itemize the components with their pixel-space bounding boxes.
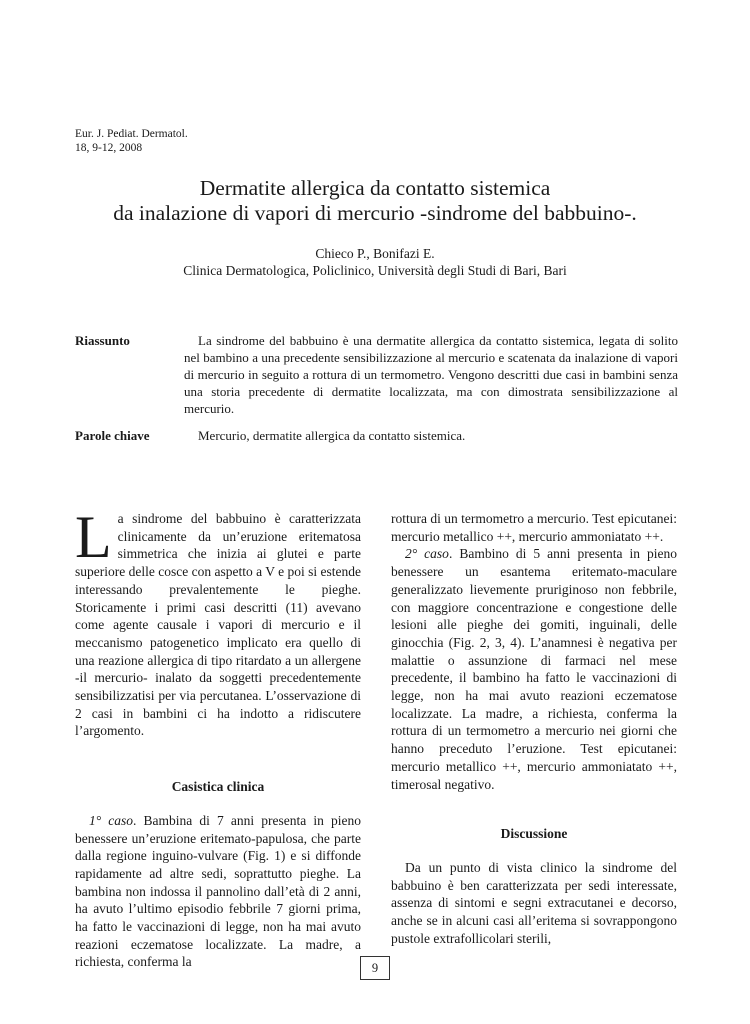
left-column — [75, 504, 361, 971]
case2-text: . Bambino di 5 anni presenta in pieno benessere un esantema eritemato-maculare generalizzato lievemente pruriginoso non febbrile, con maggiore concentrazione e congestione delle lesioni alle pieghe dei gomiti, inguinali, delle ginocchia (Fig. 2, 3, 4). L’anamnesi è negativa per malattie o assunzione di farmaci nel mese precedente, il bambino ha fatto le vaccinazioni di legge, non ha mai avuto reazioni eczematose localizzate. La madre, a richiesta, conferma la rottura di un termometro a mercurio nei giorni che hanno preceduto l’eruzione. Test epicutanei: mercurio metallico ++, mercurio ammoniatato ++, timerosal negativo. — [391, 546, 677, 792]
page-number: 9 — [360, 956, 390, 980]
continuation-paragraph: rottura di un termometro a mercurio. Test epicutanei: mercurio metallico ++, mercurio ammoniatato ++. — [391, 511, 677, 544]
intro-text: a sindrome del babbuino è caratterizzata clinicamente da un’eruzione eritematosa simmetrica che inizia ai glutei e parte superiore delle cosce con aspetto a V e poi si estende interessando prevalentemente le pieghe. Storicamente i primi casi descritti (11) avevano come agente causale i vapori di mercurio e il meccanismo patogenetico implicato era quello di una reazione allergica di tipo ritardato a un allergene -il mercurio- inalato da soggetti precedentemente sensibilizzatisi per via percutanea. L’osservazione di 2 casi in bambini ci ha indotto a ridiscutere l’argomento. — [75, 511, 361, 739]
author-names: Chieco P., Bonifazi E. — [315, 246, 435, 261]
journal-name: Eur. J. Pediat. Dermatol. — [75, 128, 188, 140]
abstract-text — [184, 332, 678, 417]
abstract-label: Riassunto — [75, 333, 130, 348]
case2-paragraph — [391, 545, 677, 793]
right-column — [391, 510, 677, 947]
journal-issue: 18, 9-12, 2008 — [75, 142, 143, 154]
title-line-1: Dermatite allergica da contatto sistemica — [199, 176, 551, 200]
intro-paragraph — [75, 504, 361, 740]
keywords-label: Parole chiave — [75, 428, 150, 443]
case1-paragraph — [75, 812, 361, 971]
drop-cap: L — [75, 504, 112, 570]
abstract-body: La sindrome del babbuino è una dermatite allergica da contatto sistemica, legata di solito nel bambino a una precedente sensibilizzazione al mercurio e scatenata da inalazione di vapori di mercurio in seguito a rottura di un termometro. Vengono descritti due casi in bambini senza una storia precedente di dermatite localizzata, ma con dimostrata sensibilizzazione al mercurio. — [184, 333, 678, 416]
keywords-text: Mercurio, dermatite allergica da contatto sistemica. — [198, 428, 466, 443]
section-heading-casistica: Casistica clinica — [171, 779, 265, 795]
case1-label: 1° caso — [89, 812, 134, 828]
discussion-paragraph: Da un punto di vista clinico la sindrome del babbuino è ben caratterizzata per sedi interessate, assenza di sintomi e segni extracutanei e decorso, anche se in alcuni casi all’eritema si sovrappongono pustole extrafollicolari sterili, — [391, 859, 677, 946]
paper-title — [0, 176, 750, 226]
section-heading-discussione: Discussione — [500, 826, 568, 842]
case2-label: 2° caso — [405, 546, 449, 562]
title-line-2: da inalazione di vapori di mercurio -sindrome del babbuino-. — [113, 201, 637, 225]
author-affiliation: Clinica Dermatologica, Policlinico, Università degli Studi di Bari, Bari — [183, 263, 567, 278]
author-block — [0, 245, 750, 279]
journal-citation — [75, 127, 188, 155]
case1-text: . Bambina di 7 anni presenta in pieno benessere un’eruzione eritemato-papulosa, che parte dalla regione inguino-vulvare (Fig. 1) e si diffonde rapidamente ad altre sedi, soprattutto pieghe. La bambina non indossa il pannolino dall’età di 2 anni, ha avuto l’ultimo episodio febbrile 7 giorni prima, ha fatto le vaccinazioni di legge, non ha mai avuto reazioni eczematose localizzate. La madre, a richiesta, conferma la — [75, 812, 361, 970]
